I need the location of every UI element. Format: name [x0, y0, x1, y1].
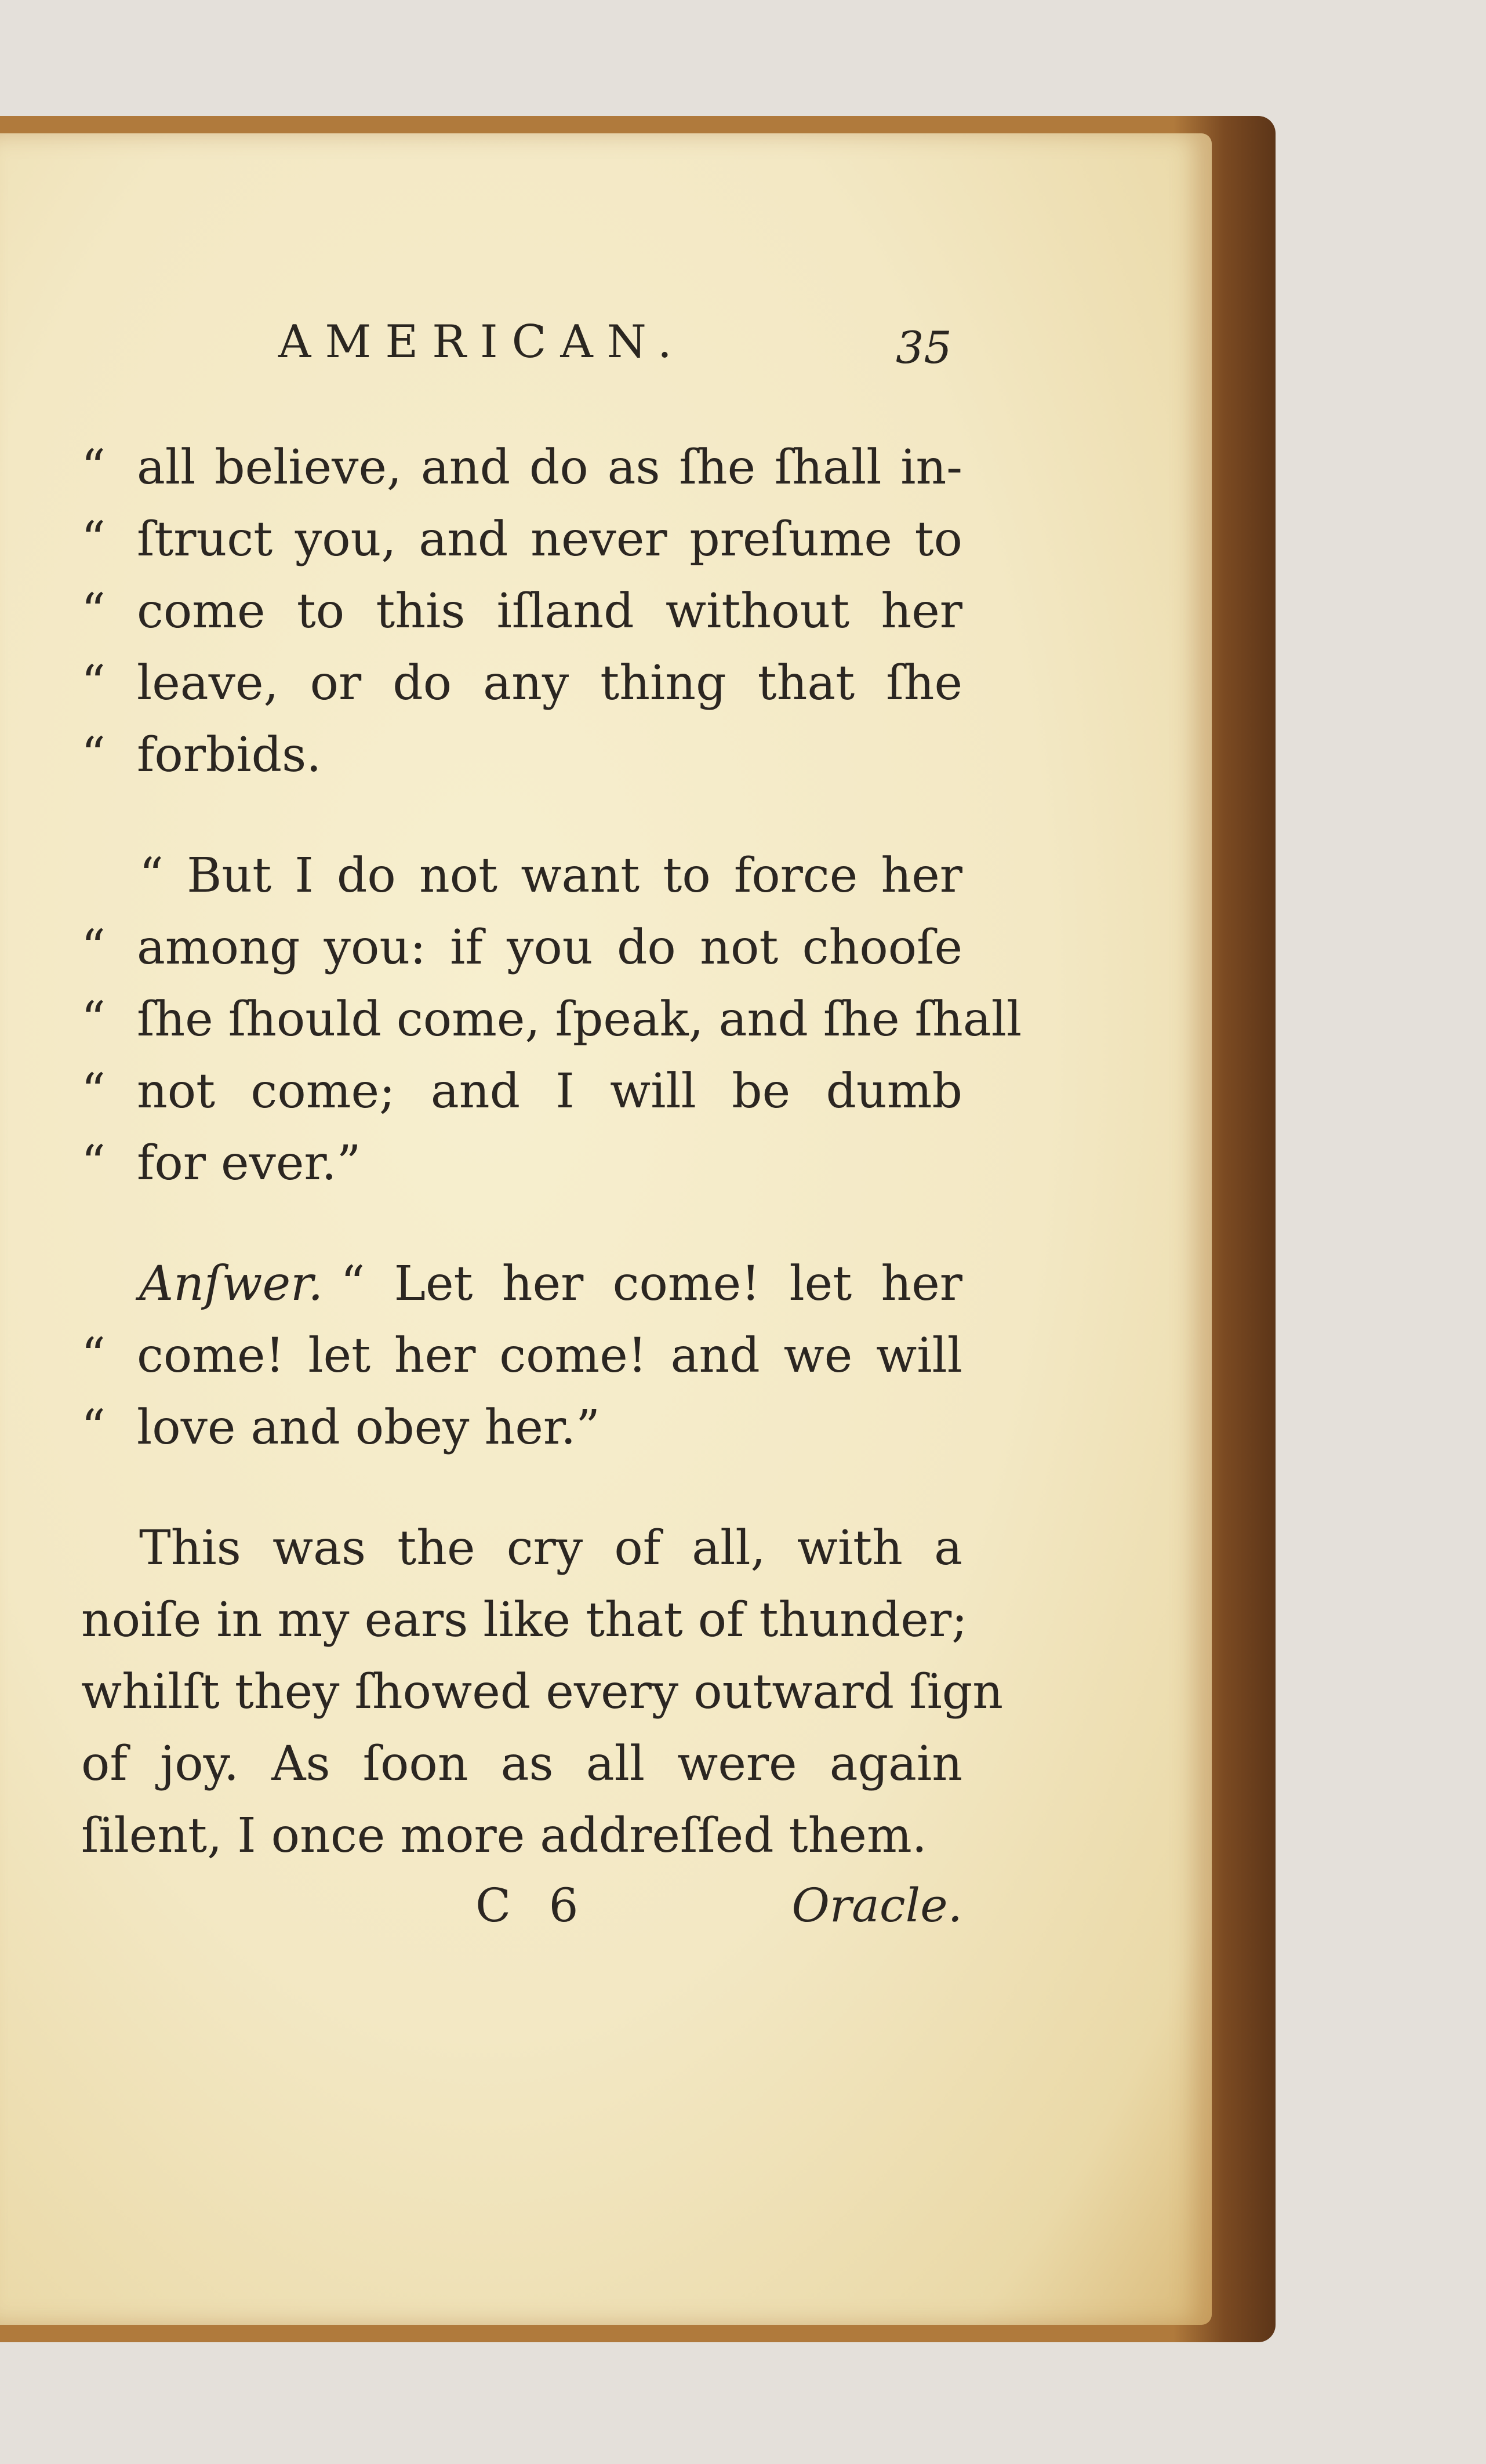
catchword: Oracle. — [791, 1878, 962, 1932]
paragraph-indent — [81, 840, 139, 912]
text-line — [81, 1320, 962, 1392]
text-line — [81, 1728, 962, 1800]
line-text: leave, or do any thing that ſhe — [137, 656, 962, 711]
line-text: “ But I do not want to force her — [139, 848, 962, 903]
page-footer — [81, 1878, 962, 1942]
line-text: of joy. As ſoon as all were again — [81, 1736, 962, 1791]
quote-mark: “ — [81, 920, 106, 975]
text-line — [81, 1128, 962, 1200]
page-number: 35 — [896, 322, 952, 373]
text-line — [81, 576, 962, 648]
paragraph-indent — [81, 1248, 139, 1320]
quote-mark: “ — [81, 1064, 106, 1119]
line-text: ſtruct you, and never preſume to — [137, 512, 962, 567]
quote-mark: “ — [81, 728, 106, 783]
line-text: whilſt they ſhowed every outward ſign — [81, 1665, 1004, 1720]
text-line — [81, 648, 962, 719]
paragraph — [81, 432, 962, 791]
line-text: “ Let her come! let her — [340, 1256, 962, 1311]
quote-mark: “ — [81, 992, 106, 1047]
text-line — [81, 1248, 962, 1320]
text-line — [81, 1513, 962, 1584]
line-text: forbids. — [137, 728, 322, 783]
text-line — [81, 504, 962, 576]
text-line — [81, 1056, 962, 1128]
text-line — [81, 1584, 968, 1656]
line-text: noiſe in my ears like that of thunder; — [81, 1593, 968, 1648]
speaker-label: Anſwer. — [139, 1256, 324, 1311]
line-text: all believe, and do as ſhe ſhall in- — [137, 440, 962, 495]
line-text: among you: if you do not chooſe — [137, 920, 962, 975]
line-text: for ever.” — [137, 1136, 361, 1191]
line-text: ſilent, I once more addreſſed them. — [81, 1808, 927, 1863]
line-text: come! let her come! and we will — [137, 1328, 962, 1383]
line-text: love and obey her.” — [137, 1400, 601, 1455]
text-line — [81, 719, 962, 791]
text-line — [81, 432, 962, 504]
quote-mark: “ — [81, 1328, 106, 1383]
text-line — [81, 1800, 962, 1872]
running-title: AMERICAN. — [278, 316, 686, 368]
line-text: not come; and I will be dumb — [137, 1064, 962, 1119]
text-line — [81, 912, 962, 984]
paragraph — [81, 840, 1022, 1200]
text-line — [81, 1392, 962, 1464]
quote-mark: “ — [81, 1400, 106, 1455]
line-text: This was the cry of all, with a — [139, 1521, 962, 1576]
body-text — [81, 432, 1022, 1921]
text-line — [81, 984, 1022, 1056]
text-line — [81, 840, 962, 912]
line-text: ſhe ſhould come, ſpeak, and ſhe ſhall — [137, 992, 1022, 1047]
quote-mark: “ — [81, 584, 106, 639]
paragraph — [81, 1248, 962, 1464]
quote-mark: “ — [81, 512, 106, 567]
signature-mark: C 6 — [475, 1878, 590, 1932]
quote-mark: “ — [81, 440, 106, 495]
quote-mark: “ — [81, 1136, 106, 1191]
line-text: come to this iſland without her — [137, 584, 962, 639]
page-header — [81, 316, 962, 380]
paragraph-indent — [81, 1513, 139, 1584]
quote-mark: “ — [81, 656, 106, 711]
paragraph — [81, 1513, 1004, 1872]
text-line — [81, 1656, 1004, 1728]
